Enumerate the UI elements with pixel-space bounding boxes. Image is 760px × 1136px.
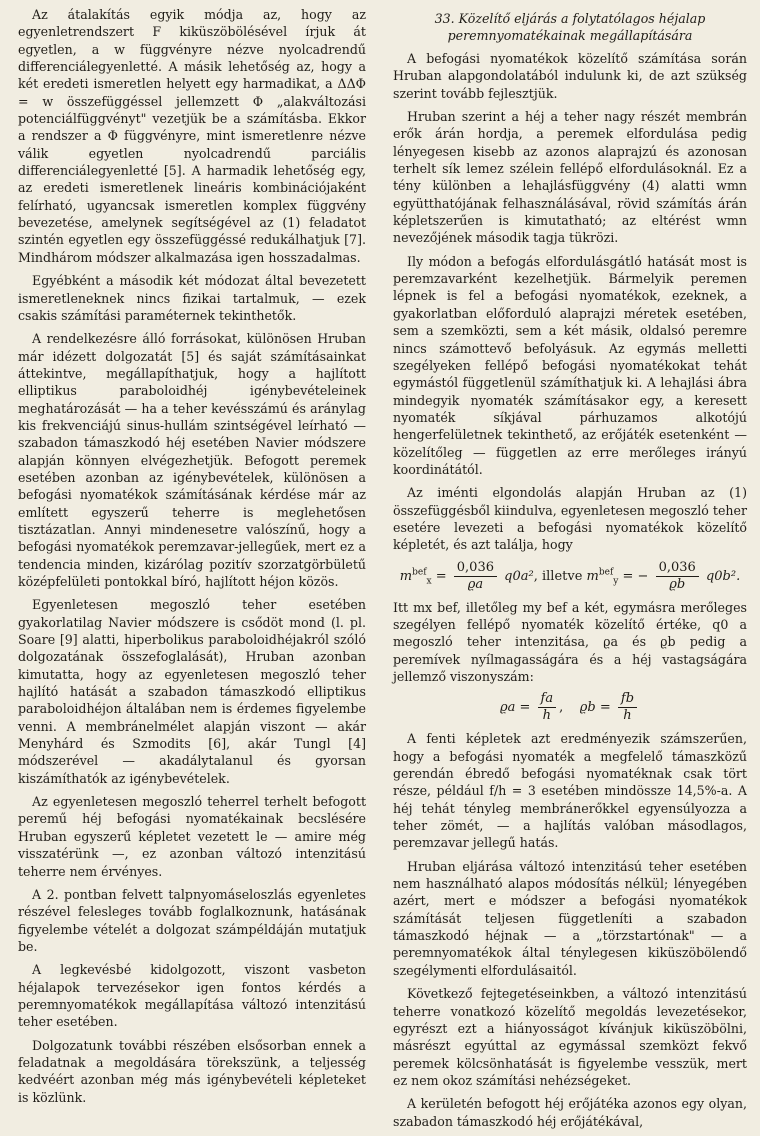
paragraph: A legkevésbé kidolgozott, viszont vasbeton héjalapok tervezésekor igen fontos kérdés a peremnyomatékok megállapítása változó intenzitású teher esetében. [18,962,366,1030]
left-column [18,6,366,1112]
section-title: 33. Közelítő eljárás a folytatólagos héjalap peremnyomatékainak megállapítására [434,11,706,43]
formula-term-a: q0a² [504,568,534,584]
formula-mx-sub: x [426,576,432,587]
formula-mx-symbol: m [399,568,413,584]
paragraph: A befogási nyomatékok közelítő számítása során Hruban alapgondolatából indulunk ki, de azt szükség szerint tovább fejlesztjük. [393,51,747,101]
formula-my-sup: bef [598,567,614,578]
formula-fraction-a [454,560,497,593]
paragraph: Az egyenletesen megoszló teherrel terhelt befogott peremű héj befogási nyomatékainak becslésére Hruban egyszerű képletet vezetett le — amire még visszatérünk —, ez azonban változó intenzitású teherre nem érvényes. [18,794,366,879]
fraction-denominator: h [542,708,551,724]
fraction-numerator: fb [618,691,637,708]
fraction-numerator: 0,036 [656,560,699,577]
fraction-numerator: 0,036 [454,560,497,577]
formula-term-b: q0b². [705,568,741,584]
formula-fraction-fa [538,691,557,724]
paragraph: Az átalakítás egyik módja az, hogy az egyenletrendszert F kiküszöbölésével írjuk át egyetlen, a w függvényre nézve nyolcadrendű differenciálegyenletté. A másik lehetőség az, hogy a két eredeti ismeretlen helyett egy harmadikat, a ΔΔΦ = w összefüggéssel jellemzett Φ „alakváltozási potenciálfüggvényt" vezetjük be a számításba. Ekkor a rendszer a Φ függvényre, mint ismeretlenre nézve válik egyetlen nyolcadrendű parciális differenciálegyenletté [5]. A harmadik lehetőség egy, az eredeti ismeretlenek lineáris kombinációjaként felírható, ugyancsak ismeretlen komplex függvény bevezetése, amelynek segítségével az (1) feladatot szintén egyetlen egy összefüggéssé redukálhatjuk [7]. Mindhárom módszer alkalmazása igen hosszadalmas. [18,7,366,265]
formula-mx-sup: bef [412,567,427,578]
formula-my-symbol: m [586,568,599,584]
formula-rho-b: ϱb = [579,700,611,716]
paragraph: A fenti képletek azt eredményezik számszerűen, hogy a befogási nyomaték a megfelelő támaszközű gerendán ébredő befogási nyomatéknak csak tört része, például f/h = 3 esetében mindössze 14,5%-a. A héj tehát tényleg membránerőkkel egyensúlyozza a teher zömét, — a hajlítás valóban másodlagos, peremzavar jellegű hatás. [393,731,747,851]
paragraph: Dolgozatunk további részében elsősorban ennek a feladatnak a megoldására törekszünk, a teljesség kedvéért azonban még más igénybevételi képleteket is közlünk. [18,1037,366,1105]
paragraph: Itt mx bef, illetőleg my bef a két, egymásra merőleges szegélyen fellépő nyomaték közelítő értéke, q0 a megoszló teher intenzitása, ϱa és ϱb pedig a peremívek nyílmagasságára és a héj vastagságára jellemző viszonyszám: [393,599,747,684]
formula-my-sub: y [613,576,619,587]
right-column [393,6,747,1136]
formula-fraction-b [656,560,699,593]
paragraph: A 2. pontban felvett talpnyomáseloszlás egyenletes részével felesleges tovább foglalkoznunk, hatásának figyelembe vételét a dolgozat számpéldáján mutatjuk be. [18,886,366,954]
paragraph: A kerületén befogott héj erőjátéka azonos egy olyan, szabadon támaszkodó héj erőjátékával, [393,1096,747,1129]
paragraph: Az iménti elgondolás alapján Hruban az (1) összefüggésből kiindulva, egyenletesen megoszló teher esetére levezeti a befogási nyomatékok közelítő képletét, és azt találja, hogy [393,485,747,553]
formula-moments: $m^{bef}_x$ = $\frac{0,036}{ϱa}$ q0a², illetve $m^{bef}_y$ = − $\frac{0,036}{ϱb}$ q0b². [399,559,741,592]
paragraph: A rendelkezésre álló forrásokat, különösen Hruban már idézett dolgozatát [5] és saját számításainkat áttekintve, megállapíthatjuk, hogy a hajlított elliptikus paraboloidhéj igénybevételeinek meghatározását — ha a teher kevésszámú és aránylag kis frekvenciájú sinus-hullám szintségével leírható — szabadon támaszkodó héj esetében Navier módszere alapján könnyen elvégezhetjük. Befogott peremek esetében azonban az igénybevételek, különösen a befogási nyomatékok számításának kérdése már az említett egyszerű teherre is meglehetősen tisztázatlan. Annyi mindenesetre valószínű, hogy a befogási nyomatékok peremzavar-jellegűek, mert ez a tendencia minden, kizárólag pozitív szorzatgörbületű középfelületi pontokkal bíró, hajlított héjon közös. [18,331,366,589]
fraction-denominator: ϱa [467,576,484,592]
paragraph: Ily módon a befogás elfordulásgátló hatását most is peremzavarként kezelhetjük. Bármelyik peremen lépnek is fel a befogási nyomatékok, ezeknek, a gyakorlatban előforduló alaprajzi méretek esetében, sem a szemközti, sem a két másik, oldalsó peremre nincs számottevő befolyásuk. Az egymás melletti szegélyeken fellépő befogási nyomatékokat tehát egymástól függetlenül számíthatjuk ki. A lehajlási ábra mindegyik nyomaték számításakor egy, a keresett nyomaték síkjával párhuzamos alkotójú hengerfelületnek tekinthető, az erőjáték esetenként — közelítőleg — független az erre merőleges irányú koordinátától. [393,253,747,477]
paragraph: Egyébként a második két módozat által bevezetett ismeretleneknek nincs fizikai tartalmuk, — ezek csakis számítási paraméternek tekinthetők. [18,273,366,323]
formula-fraction-fb [618,691,637,724]
fraction-denominator: h [623,708,632,724]
fraction-numerator: fa [538,691,557,708]
formula-ratios: ϱa = $\frac{fa}{h}$ , ϱb = $\frac{fb}{h}$ [393,691,747,724]
paragraph: Egyenletesen megoszló teher esetében gyakorlatilag Navier módszere is csődöt mond (l. pl. Soare [9] alatti, hiperbolikus paraboloidhéjakról szóló dolgozatának összefoglalását), Hruban azonban kimutatta, hogy az egyenletesen megoszló teher hajlító hatását a szabadon támaszkodó elliptikus paraboloidhéjon általában nem is érdemes figyelembe venni. A membránelmélet alapján viszont — akár Menyhárd és Szmodits [6], akár Tungl [4] módszerével — akadálytalanul és gyorsan kiszámíthatók az igénybevételek. [18,597,366,786]
formula-conjunction: illetve [541,568,583,584]
formula-rho-a: ϱa = [499,700,531,716]
paragraph: Hruban szerint a héj a teher nagy részét membrán erők árán hordja, a peremek elfordulása pedig lényegesen kisebb az azonos alaprajzú és azonosan terhelt sík lemez szélein fellépő elfordulásoknál. Ez a tény különben a lehajlásfüggvény (4) alatti wmn együtthatójának felhasználásával, rövid számítás árán képletszerűen is kimutatható; az eltérést wmn nevezőjének második tagja tükrözi. [393,109,747,246]
fraction-denominator: ϱb [669,576,686,592]
paragraph: Következő fejtegetéseinkben, a változó intenzitású teherre vonatkozó közelítő megoldás levezetésekor, egyrészt ezt a hiányosságot kívánjuk kiküszöbölni, másrészt egyúttal az egymással szemközt fekvő peremek kölcsönhatását is figyelembe vesszük, mert ez nem okoz számítási nehézségeket. [393,986,747,1088]
paragraph: Hruban eljárása változó intenzitású teher esetében nem használható alapos módosítás nélkül; lényegében azért, mert e módszer a befogási nyomatékok számítását teljesen függetleníti a szabadon támaszkodó héjnak — a „törzstartónak" — a peremnyomatékok által ténylegesen kiküszöbölendő szegélymenti elfordulásaitól. [393,858,747,978]
